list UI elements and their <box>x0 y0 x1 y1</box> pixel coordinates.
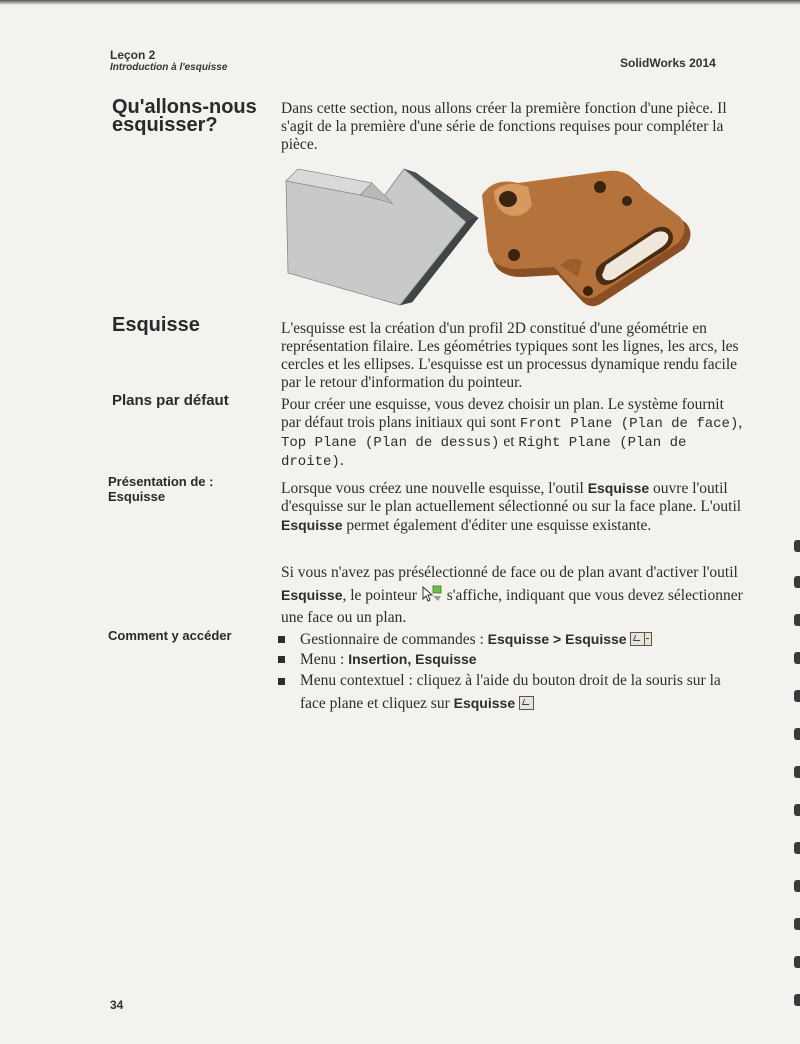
section-text-what: Dans cette section, nous allons créer la première fonction d'une pièce. Il s'agit de la première d'une série de fonctions requises pour compléter la pièce. <box>281 100 727 153</box>
select-plane-pointer-icon <box>421 585 443 603</box>
list-item: Gestionnaire de commandes : Esquisse > Esquisse <box>275 630 745 649</box>
lesson-number: Leçon 2 <box>110 48 156 62</box>
book-title: SolidWorks 2014 <box>620 56 716 70</box>
section-heading-default-planes: Plans par défaut <box>112 392 229 409</box>
section-heading-sketch: Esquisse <box>112 314 200 336</box>
sketch-and-part-figure <box>282 165 702 310</box>
section-text-sketch: L'esquisse est la création d'un profil 2D constitué d'une géométrie en représentation filaire. Les géométries typiques sont les lignes, les arcs, les cercles et les ellipses. L'esquisse est un processus dynamique rendu facile par le retour d'information du pointeur. <box>281 320 739 391</box>
section-heading-presentation: Présentation de : Esquisse <box>108 474 214 504</box>
finished-part-image <box>482 171 691 306</box>
sketch-tool-icon <box>630 632 645 646</box>
section-heading-what: Qu'allons-nous esquisser? <box>112 96 257 136</box>
list-item: Menu : Insertion, Esquisse <box>275 650 745 669</box>
sketch-tool-icon <box>519 696 534 710</box>
section-text-default-planes: Pour créer une esquisse, vous devez choisir un plan. Le système fournit par défaut trois plans initiaux qui sont Front Plane (Plan de face), Top Plane (Plan de dessus) et Right Plane (Plan de droite). <box>281 396 743 470</box>
section-heading-access: Comment y accéder <box>108 628 232 643</box>
spiral-binding <box>788 520 800 1040</box>
page-number: 34 <box>110 998 124 1012</box>
front-plane-label: Front Plane (Plan de face) <box>519 416 739 432</box>
presentation-paragraph-2: Si vous n'avez pas présélectionné de face ou de plan avant d'activer l'outil Esquisse, le pointeur s'affiche, indiquant que vous devez sélectionner une face ou un plan. <box>281 564 743 626</box>
dropdown-arrow-icon <box>645 632 652 646</box>
right-plane-label: Right Plane (Plan de droite) <box>281 435 687 470</box>
presentation-paragraph-1: Lorsque vous créez une nouvelle esquisse, l'outil Esquisse ouvre l'outil d'esquisse sur le plan actuellement sélectionné ou sur la face plane. L'outil Esquisse permet également d'éditer une esquisse existante. <box>281 480 742 534</box>
top-plane-label: Top Plane (Plan de dessus) <box>281 435 500 451</box>
access-list <box>275 630 745 716</box>
list-item: Menu contextuel : cliquez à l'aide du bouton droit de la souris sur la face plane et cliquez sur Esquisse <box>275 670 745 715</box>
page-top-shadow <box>0 0 800 5</box>
lesson-subtitle: Introduction à l'esquisse <box>110 62 228 73</box>
extruded-profile-image <box>286 169 478 305</box>
